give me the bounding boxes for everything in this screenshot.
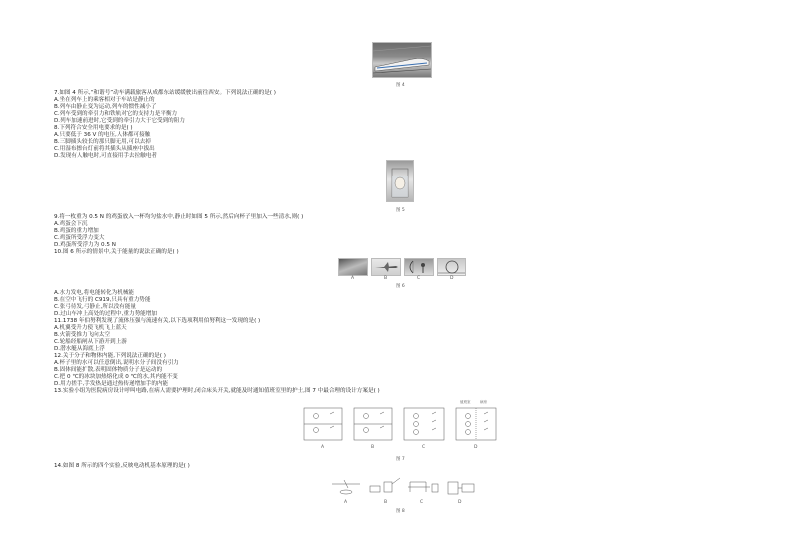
figure-6-label-b: B [384,276,388,281]
question-10-option-c: C.张弓待发,弓静止,所以没有能量 [54,304,136,310]
figure-4-train-photo [372,42,432,78]
question-11-option-c: C.轮船经船闸从下游开到上游 [54,339,127,345]
question-9-option-a: A.鸡蛋会下沉 [54,221,88,227]
question-11-title: 11.1738 年伯努利发现了流体压强与流速有关,以下选项利用伯努利这一发现的是( ) [54,318,261,324]
question-11-option-b: B.火箭受推力飞向太空 [54,332,110,338]
question-12-title: 12.关于分子和物体内能,下列说法正确的是( ) [54,353,166,359]
question-12-option-c: C.把 0 ℃的冰块加热熔化成 0 ℃的水,其内能不变 [54,374,178,380]
figure-6 [338,258,466,280]
figure-7-room-label-ward: 病房 [480,400,487,404]
figure-5-egg-photo [386,160,414,202]
question-10-option-d: D.过山车冲上高处的过程中,重力势能增加 [54,311,157,317]
figure-7-room-label-duty: 值班室 [460,400,471,404]
question-9-option-c: C.鸡蛋所受浮力变大 [54,235,105,241]
figure-8-caption: 图 8 [396,509,405,514]
figure-8-label-d: D [458,500,462,505]
figure-7-label-b: B [371,445,375,450]
figure-7-label-d: D [474,445,478,450]
question-11-option-d: D.潜水艇从海底上浮 [54,346,105,352]
question-7-option-a: A.坐在列车上的乘客相对于车站是静止的 [54,97,155,103]
figure-4-caption: 图 4 [396,83,405,88]
question-7-title: 7.如图 4 所示,“和谐号”动车满载旅客从成都东站缓缓驶出前往西安。下列说法正确的是( ) [54,90,276,96]
egg-in-glass-drawing [387,161,413,201]
question-12-option-a: A.杯子里的水可以任意倒出,说明水分子间没有引力 [54,360,179,366]
figure-6-label-a: A [351,276,355,281]
question-8-option-c: C.用湿布擦台灯前将其插头从插座中拔出 [54,146,155,152]
figure-6-a-hydropower-photo [338,258,368,276]
question-9-option-b: B.鸡蛋的重力增加 [54,228,99,234]
figure-8-experiments [330,472,480,500]
figure-8 [330,472,480,506]
question-10-option-a: A.水力发电,将电能转化为机械能 [54,290,135,296]
question-8-title: 8.下列符合安全用电要求的是( ) [54,125,133,131]
question-9-title: 9.将一枚重为 0.5 N 的鸡蛋放入一杯均匀盐水中,静止时如图 5 所示,然后向杯子里加入一些清水,则( ) [54,214,304,220]
question-14-title: 14.如图 8 所示的四个实验,反映电动机基本原理的是( ) [54,463,190,469]
figure-6-c-bow-photo [404,258,434,276]
question-7-option-b: B.列车由静止变为运动,列车的惯性减小了 [54,104,157,110]
figure-6-label-c: C [417,276,421,281]
question-10-option-b: B.在空中飞行的 C919,只具有重力势能 [54,297,151,303]
figure-5-caption: 图 5 [396,208,405,213]
figure-8-label-a: A [344,500,348,505]
figure-7-label-a: A [321,445,325,450]
figure-7-label-c: C [422,445,426,450]
figure-6-d-rollercoaster-photo [437,258,466,276]
question-11-option-a: A.机翼受升力使飞机飞上蓝天 [54,325,127,331]
figure-7 [300,398,500,454]
question-7-option-d: D.列车加速前进时,它受到的牵引力大于它受到的阻力 [54,118,185,124]
rollercoaster-drawing [438,259,465,275]
figure-6-b-plane-photo [371,258,401,276]
question-13-title: 13.实验小组为医院病房设计呼叫电路,在病人需要护理时,闭合床头开关,就能及时通知值班室里的护士,图 7 中最合理的设计方案是( ) [54,388,380,394]
question-12-option-d: D.用力搓手,手发热是通过热传递增加手的内能 [54,381,169,387]
question-9-option-d: D.鸡蛋所受浮力为 0.5 N [54,242,116,248]
figure-6-label-d: D [450,276,454,281]
question-8-option-b: B.三脚插头较长的那只脚无用,可以去掉 [54,139,151,145]
question-8-option-d: D.发现有人触电时,可直接用手去拉触电者 [54,153,157,159]
figure-8-label-c: C [420,500,424,505]
question-8-option-a: A.只要低于 36 V 的电压,人体都可接触 [54,132,151,138]
question-7-option-c: C.列车受到的牵引力和铁轨对它的支持力是平衡力 [54,111,178,117]
figure-6-caption: 图 6 [396,284,405,289]
archer-drawing [405,259,433,275]
figure-7-caption: 图 7 [396,457,405,462]
plane-drawing [372,259,400,275]
question-10-title: 10.图 6 所示的情景中,关于能量的说法正确的是( ) [54,249,179,255]
train-drawing [373,43,431,77]
figure-8-label-b: B [384,500,388,505]
question-12-option-b: B.固体间能扩散,表明固体物质分子是运动的 [54,367,163,373]
